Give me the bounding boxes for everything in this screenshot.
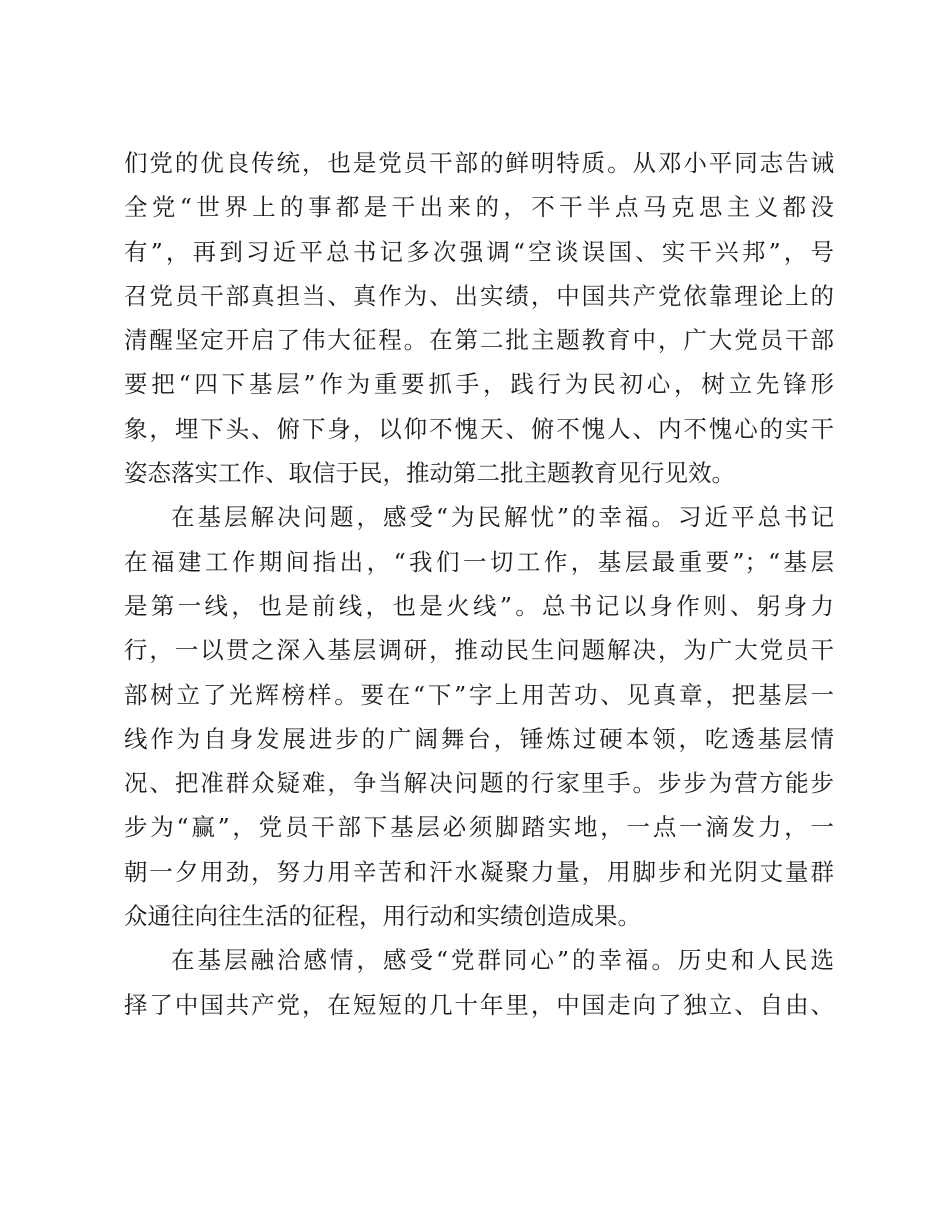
text-line: 是第一线，也是前线，也是火线”。总书记以身作则、躬身力 <box>124 591 834 620</box>
text-line: 要把“四下基层”作为重要抓手，践行为民初心，树立先锋形 <box>124 370 834 399</box>
text-line: 们党的优良传统，也是党员干部的鲜明特质。从邓小平同志告诫 <box>124 149 834 177</box>
text-line: 全党“世界上的事都是干出来的，不干半点马克思主义都没 <box>124 193 834 222</box>
paragraph-bond-with-people <box>124 938 834 1027</box>
text-line: 线作为自身发展进步的广阔舞台，锤炼过硬本领，吃透基层情 <box>124 724 834 753</box>
text-line: 召党员干部真担当、真作为、出实绩，中国共产党依靠理论上的 <box>124 281 834 310</box>
text-line: 行，一以贯之深入基层调研，推动民生问题解决，为广大党员干 <box>124 636 834 665</box>
text-line: 清醒坚定开启了伟大征程。在第二批主题教育中，广大党员干部 <box>124 326 834 355</box>
text-line: 在基层融洽感情，感受“党群同心”的幸福。历史和人民选 <box>171 946 834 975</box>
text-line: 象，埋下头、俯下身，以仰不愧天、俯不愧人、内不愧心的实干 <box>124 414 834 443</box>
text-line: 在基层解决问题，感受“为民解忧”的幸福。习近平总书记 <box>171 503 834 532</box>
paragraph-continuation <box>124 141 834 495</box>
text-line: 况、把准群众疑难，争当解决问题的行家里手。步步为营方能步 <box>124 769 834 798</box>
text-line: 有”，再到习近平总书记多次强调“空谈误国、实干兴邦”，号 <box>124 237 834 266</box>
text-line: 朝一夕用劲，努力用辛苦和汗水凝聚力量，用脚步和光阴丈量群 <box>124 857 834 886</box>
text-line: 步为“赢”，党员干部下基层必须脚踏实地，一点一滴发力，一 <box>124 813 834 842</box>
text-line: 在福建工作期间指出，“我们一切工作，基层最重要”；“基层 <box>124 547 834 576</box>
text-line: 众通往向往生活的征程，用行动和实绩创造成果。 <box>124 902 641 931</box>
document-page <box>124 141 834 1027</box>
text-line: 部树立了光辉榜样。要在“下”字上用苦功、见真章，把基层一 <box>124 680 834 709</box>
text-line: 择了中国共产党，在短短的几十年里，中国走向了独立、自由、 <box>124 990 834 1019</box>
paragraph-solve-problems <box>124 495 834 938</box>
text-line: 姿态落实工作、取信于民，推动第二批主题教育见行见效。 <box>124 459 735 488</box>
